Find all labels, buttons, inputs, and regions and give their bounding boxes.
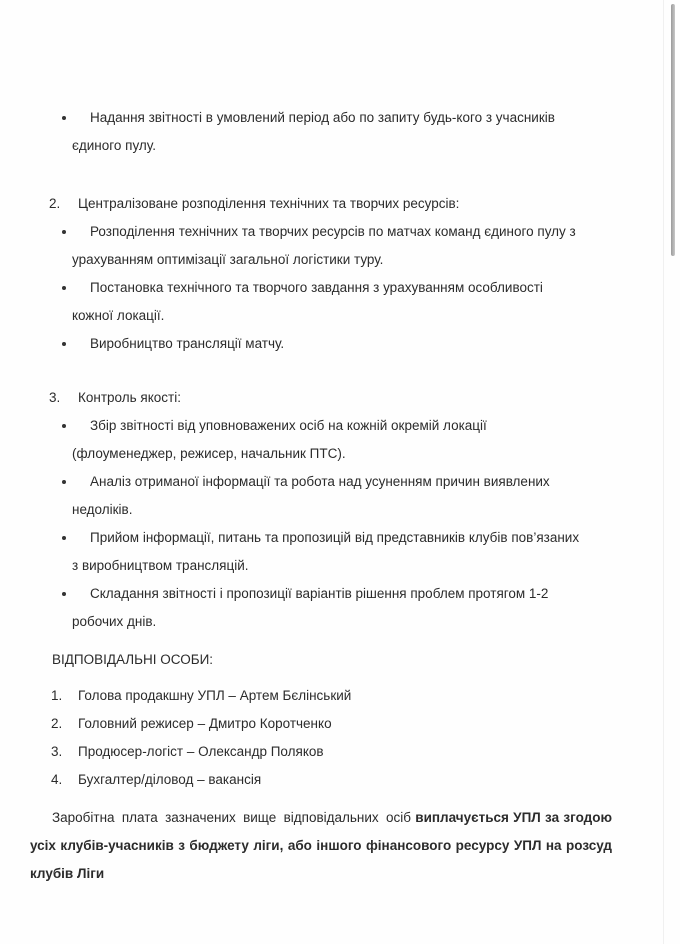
- bullet-text-first-line: Збір звітності від уповноважених осіб на кожній окремій локації: [90, 418, 487, 433]
- list-item: [0, 738, 612, 766]
- salary-bold-text: виплачується УПЛ за: [415, 810, 560, 825]
- list-item: [0, 766, 612, 794]
- bullet-text-continuation: кожної локації.: [72, 308, 165, 323]
- bullet-item: [0, 468, 612, 524]
- bullet-text-first-line: Надання звітності в умовлений період або по запиту будь-кого з учасників: [90, 110, 555, 125]
- bullet-text-first-line: Виробництво трансляції матчу.: [90, 336, 285, 351]
- list-item: [0, 682, 612, 710]
- list-item: [0, 710, 612, 738]
- bullet-text-first-line: Аналіз отриманої інформації та робота над усуненням причин виявлених: [90, 474, 550, 489]
- bullet-text-first-line: Прийом інформації, питань та пропозицій від представників клубів пов’язаних: [90, 530, 580, 545]
- list-item-text: Голова продакшну УПЛ – Артем Бєлінський: [78, 688, 352, 703]
- list-number: 1.: [51, 688, 63, 703]
- responsible-heading: ВІДПОВІДАЛЬНІ ОСОБИ:: [52, 652, 214, 667]
- bullet-item: [0, 218, 612, 274]
- bullet-item: [0, 104, 612, 160]
- bullet-icon: [62, 286, 66, 290]
- salary-bold-text-2: згодою усіх клубів-учасників з бюджету ліги, або іншого фінансового ресурсу: [30, 810, 612, 853]
- list-number: 4.: [51, 772, 63, 787]
- bullet-text-continuation: урахуванням оптимізації загальної логістики туру.: [72, 252, 384, 267]
- bullet-text-first-line: Складання звітності і пропозиції варіантів рішення проблем протягом 1-2: [90, 586, 549, 601]
- salary-paragraph: [0, 804, 612, 888]
- bullet-item: [0, 524, 612, 580]
- bullet-item: [0, 580, 612, 636]
- bullet-text-first-line: Постановка технічного та творчого завдання з урахуванням особливості: [90, 280, 543, 295]
- bullet-item: [0, 330, 612, 358]
- salary-regular-text: Заробітна плата зазначених вище відповідальних осіб: [52, 810, 411, 825]
- section-number: 2.: [49, 196, 61, 211]
- bullet-icon: [62, 342, 66, 346]
- section-title: Контроль якості:: [78, 390, 181, 405]
- list-item-text: Продюсер-логіст – Олександр Поляков: [78, 744, 324, 759]
- bullet-icon: [62, 116, 66, 120]
- bullet-text-continuation: єдиного пулу.: [72, 138, 156, 153]
- bullet-item: [0, 412, 612, 468]
- bullet-text-first-line: Розподілення технічних та творчих ресурсів по матчах команд єдиного пулу з: [90, 224, 576, 239]
- section-title: Централізоване розподілення технічних та творчих ресурсів:: [78, 196, 460, 211]
- bullet-text-continuation: (флоуменеджер, режисер, начальник ПТС).: [72, 446, 346, 461]
- bullet-icon: [62, 536, 66, 540]
- bullet-icon: [62, 230, 66, 234]
- list-item-text: Бухгалтер/діловод – вакансія: [78, 772, 262, 787]
- salary-bold-text-3: УПЛ на розсуд клубів Ліги: [30, 838, 612, 881]
- list-item-text: Головний режисер – Дмитро Коротченко: [78, 716, 332, 731]
- bullet-icon: [62, 480, 66, 484]
- list-number: 2.: [51, 716, 63, 731]
- list-number: 3.: [51, 744, 63, 759]
- section-number: 3.: [49, 390, 61, 405]
- bullet-icon: [62, 592, 66, 596]
- section-heading: [0, 384, 612, 412]
- section-heading: [0, 190, 612, 218]
- bullet-text-continuation: недоліків.: [72, 502, 133, 517]
- bullet-text-continuation: з виробництвом трансляцій.: [72, 558, 249, 573]
- bullet-text-continuation: робочих днів.: [72, 614, 157, 629]
- bullet-item: [0, 274, 612, 330]
- bullet-icon: [62, 424, 66, 428]
